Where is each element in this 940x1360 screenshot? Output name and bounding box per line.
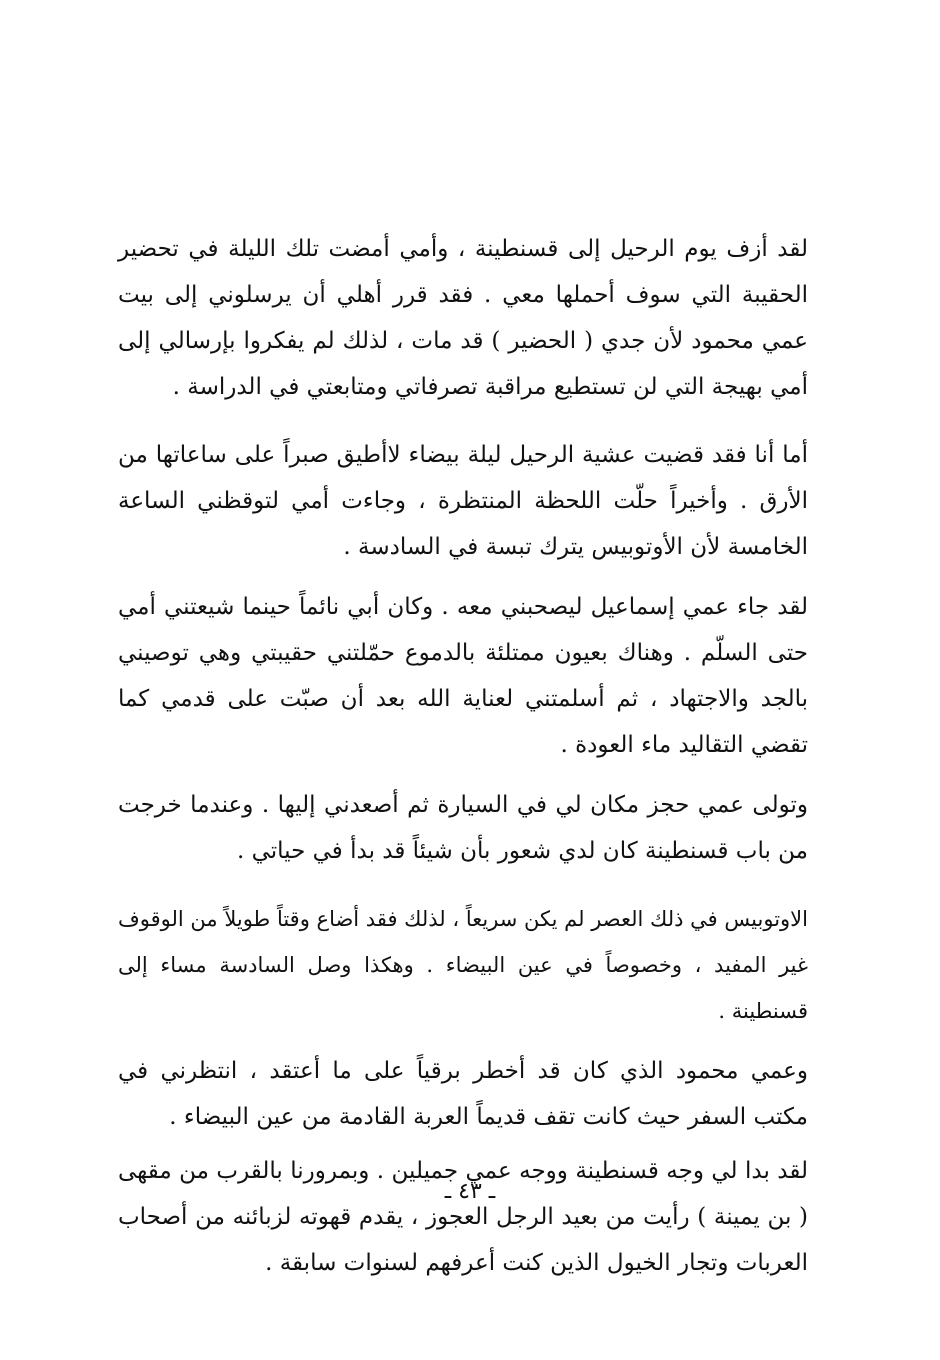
paragraph-sleepless-night: أما أنا فقد قضيت عشية الرحيل ليلة بيضاء لاأطيق صبراً على ساعاتها من الأرق . وأخيراً حلّت اللحظة المنتظرة ، وجاءت أمي لتوقظني الساعة الخامسة لأن الأوتوبيس يترك تبسة في السادسة . bbox=[118, 442, 808, 560]
page-number: ـ ٤٣ ـ bbox=[444, 1179, 496, 1204]
paragraph-constantine-cafe: لقد بدا لي وجه قسنطينة ووجه عمي جميلين . وبمرورنا بالقرب من مقهى ( بن يمينة ) رأيت من بعيد الرجل العجوز ، يقدم قهوته لزبائنه من أصحاب العربات وتجار الخيول الذين كنت أعرفهم لسنوات سابقة . bbox=[118, 1158, 808, 1276]
paragraph-bus-journey: الاوتوبيس في ذلك العصر لم يكن سريعاً ، لذلك فقد أضاع وقتاً طويلاً من الوقوف غير المفيد ، وخصوصاً في عين البيضاء . وهكذا وصل السادسة مساء إلى قسنطينة . bbox=[118, 907, 808, 1023]
paragraph-uncle-ismail: لقد جاء عمي إسماعيل ليصحبني معه . وكان أبي نائماً حينما شيعتني أمي حتى السلّم . وهناك بعيون ممتلئة بالدموع حمّلتني حقيبتي وهي توصيني بالجد والاجتهاد ، ثم أسلمتني لعناية الله بعد أن صبّت على قدمي كما تقضي التقاليد ماء العودة . bbox=[118, 594, 808, 758]
paragraph-uncle-mahmoud: وعمي محمود الذي كان قد أخطر برقياً على ما أعتقد ، انتظرني في مكتب السفر حيث كانت تقف قديماً العربة القادمة من عين البيضاء . bbox=[118, 1058, 808, 1130]
paragraph-bus-seat: وتولى عمي حجز مكان لي في السيارة ثم أصعدني إليها . وعندما خرجت من باب قسنطينة كان لدي شعور بأن شيئاً قد بدأ في حياتي . bbox=[118, 792, 808, 864]
body-text bbox=[118, 226, 808, 1286]
paragraph-departure-day: لقد أزف يوم الرحيل إلى قسنطينة ، وأمي أمضت تلك الليلة في تحضير الحقيبة التي سوف أحملها معي . فقد قرر أهلي أن يرسلوني إلى بيت عمي محمود لأن جدي ( الحضير ) قد مات ، لذلك لم يفكروا بإرسالي إلى أمي بهيجة التي لن تستطيع مراقبة تصرفاتي ومتابعتي في الدراسة . bbox=[118, 236, 808, 400]
